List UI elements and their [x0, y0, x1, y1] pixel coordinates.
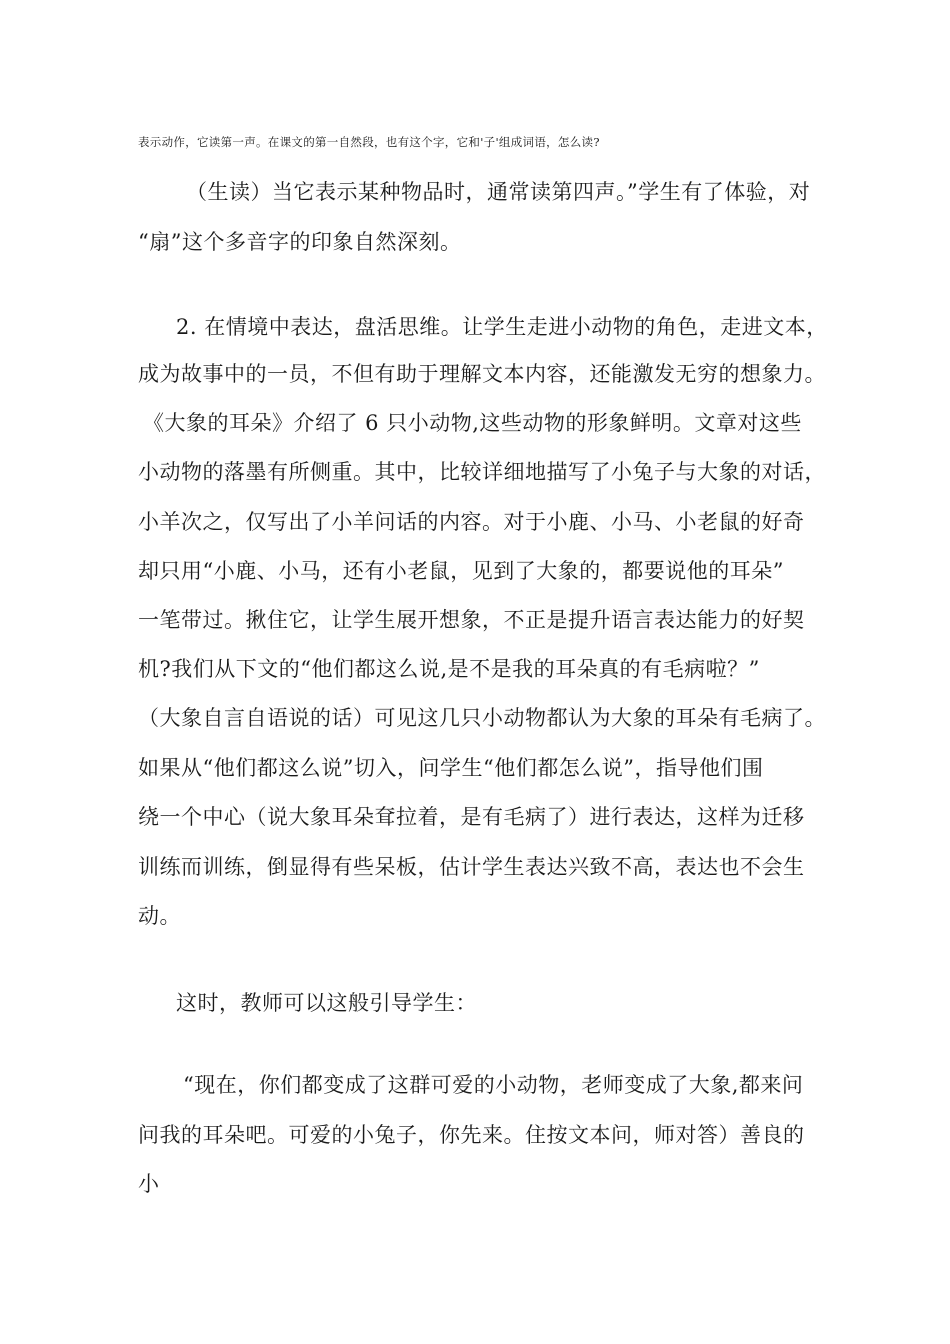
text-line: 表示动作，它读第一声。在课文的第一自然段，也有这个字，它和'子'组成词语，怎么读? [138, 135, 600, 149]
text-line: （生读）当它表示某种物品时，通常读第四声。”学生有了体验，对 [186, 180, 811, 204]
text-line: 小动物的落墨有所侧重。其中，比较详细地描写了小兔子与大象的对话， [138, 460, 826, 484]
text-line: 问我的耳朵吧。可爱的小兔子，你先来。住按文本问，师对答）善良的 [138, 1123, 805, 1147]
text-line: 一笔带过。揪住它，让学生展开想象，不正是提升语言表达能力的好契 [138, 608, 805, 632]
text-line: 动。 [138, 904, 181, 928]
text-line: 小 [138, 1172, 160, 1196]
text-line: 绕一个中心（说大象耳朵耷拉着，是有毛病了）进行表达，这样为迁移 [138, 805, 805, 829]
text-line: 小羊次之，仅写出了小羊问话的内容。对于小鹿、小马、小老鼠的好奇 [138, 510, 805, 534]
text-line: 却只用“小鹿、小马，还有小老鼠，见到了大象的，都要说他的耳朵” [138, 559, 784, 583]
text-line: 2. 在情境中表达，盘活思维。让学生走进小动物的角色，走进文本， [176, 315, 828, 339]
text-line: 训练而训练，倒显得有些呆板，估计学生表达兴致不高，表达也不会生 [138, 855, 805, 879]
text-line: “现在，你们都变成了这群可爱的小动物，老师变成了大象,都来问 [183, 1073, 804, 1097]
text-line: 成为故事中的一员，不但有助于理解文本内容，还能激发无穷的想象力。 [138, 362, 826, 386]
text-line: 如果从“他们都这么说”切入，问学生“他们都怎么说”，指导他们围 [138, 756, 764, 780]
text-line: 机?我们从下文的“他们都这么说,是不是我的耳朵真的有毛病啦？” [138, 657, 760, 681]
text-line: 《大象的耳朵》介绍了 6 只小动物,这些动物的形象鲜明。文章对这些 [143, 411, 802, 435]
text-line: （大象自言自语说的话）可见这几只小动物都认为大象的耳朵有毛病了。 [138, 706, 826, 730]
text-line: 这时，教师可以这般引导学生： [176, 991, 477, 1015]
text-line: “扇”这个多音字的印象自然深刻。 [138, 230, 462, 254]
